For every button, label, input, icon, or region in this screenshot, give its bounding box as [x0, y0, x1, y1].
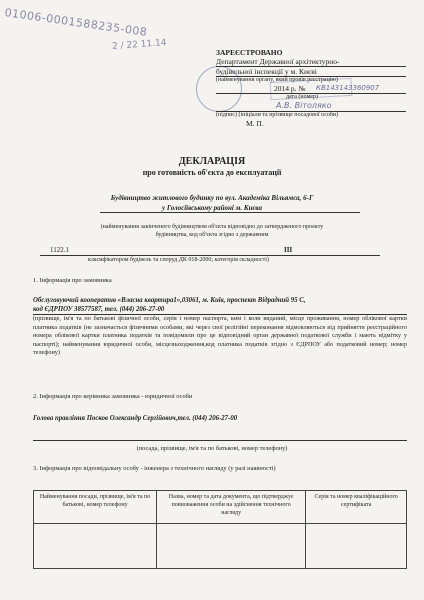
- stamp-place: М. П.: [246, 119, 264, 128]
- code-underline: [40, 255, 380, 256]
- registration-authority-2: будівельної інспекції у м. Києві: [216, 67, 406, 77]
- supervisor-table: [33, 490, 407, 569]
- object-category: III: [284, 246, 293, 254]
- registration-signer: А.В. Вітоляко: [276, 101, 332, 110]
- head-underline: [33, 440, 407, 441]
- registration-title: ЗАРЕЄСТРОВАНО: [216, 48, 283, 57]
- handwritten-number: 01006-0001588235-008: [3, 6, 149, 39]
- table-header-cell: Назва, номер та дата документа, що підтверджує повноваження особи на здійснення технічного нагляду: [157, 491, 306, 524]
- object-underline: [100, 212, 360, 213]
- customer-line-1: Обслуговуючий кооператив «Власна квартира1»,03061, м. Київ, проспект Відрадний 95 С,: [33, 297, 306, 304]
- handwritten-date-note: 2 / 22 11.14: [111, 38, 167, 52]
- registration-signer-line: [216, 101, 406, 112]
- registration-date-line: [216, 84, 406, 94]
- table-header-row: [34, 491, 407, 524]
- declaration-subtitle: про готовність об'єкта до експлуатації: [142, 168, 282, 177]
- registration-authority-1: Департамент Державної архітектурно-: [216, 57, 406, 67]
- section1-heading: 1. Інформація про замовника: [33, 277, 112, 284]
- head-caption: (посада, прізвище, ім'я та по батькові, номер телефону): [136, 445, 288, 452]
- object-caption-1: (найменування закінченого будівництвом об'єкта відповідно до затвердженого проекту: [100, 224, 324, 230]
- registration-block: [216, 48, 406, 128]
- registration-date: 2014 р. №: [274, 84, 306, 93]
- registration-date-caption: дата (номер): [286, 94, 318, 100]
- object-caption-2: будівництва, код об'єкта згідно з державним: [155, 232, 269, 238]
- object-line-2: у Голосіївському районі м. Києва: [161, 204, 263, 212]
- customer-caption: (прізвище, ім'я та по батькові фізичної особи, серія і номер паспорта, ким і коли виданий, місце проживання, номер облікової картки платника податків (не зазначається фізичними особами, які через свої релігійні переконання відмовляються від прийняття реєстраційного номера облікової картки платника податків та повідомили про це відповідний орган державної податкової служби і мають відмітку у паспорті); найменування юридичної особи, місцезнаходження,код платника податків згідно з ЄДРПОУ або податковий номер; номер телефону): [33, 315, 407, 357]
- customer-line-2: код ЄДРПОУ 38577587, тел. (044) 206-27-00: [33, 306, 165, 313]
- table-header-cell: Найменування посади, прізвище, ім'я та по батькові, номер телефону: [34, 491, 157, 524]
- customer-head: Голова правління Посков Олександр Сергійович,тел. (044) 206-27-00: [33, 415, 238, 422]
- registration-number: КВ143143360907: [316, 84, 380, 92]
- registration-signer-caption: (підпис) (ініціали та прізвище посадової особи): [216, 112, 339, 118]
- table-cell: [306, 524, 407, 569]
- table-cell: [157, 524, 306, 569]
- section3-heading: 3. Інформація про відповідальну особу - інженера з технічного нагляду (у разі наявності): [33, 465, 276, 472]
- classifier-caption: класифікатором будівель та споруд ДК 018-2000; категорія складності): [88, 257, 269, 263]
- object-code: 1122.1: [50, 246, 69, 254]
- registration-authority-caption: (найменування органу, який провів реєстрацію): [216, 77, 338, 83]
- section2-heading: 2. Інформація про керівника замовника - юридичної особи: [33, 393, 193, 400]
- table-header-cell: Серія та номер кваліфікаційного сертифіката: [306, 491, 407, 524]
- declaration-title: ДЕКЛАРАЦІЯ: [178, 156, 246, 167]
- table-row: [34, 524, 407, 569]
- object-line-1: Будівництво житлового будинку по вул. Академіка Вільямса, 6-Г: [110, 194, 314, 202]
- table-cell: [34, 524, 157, 569]
